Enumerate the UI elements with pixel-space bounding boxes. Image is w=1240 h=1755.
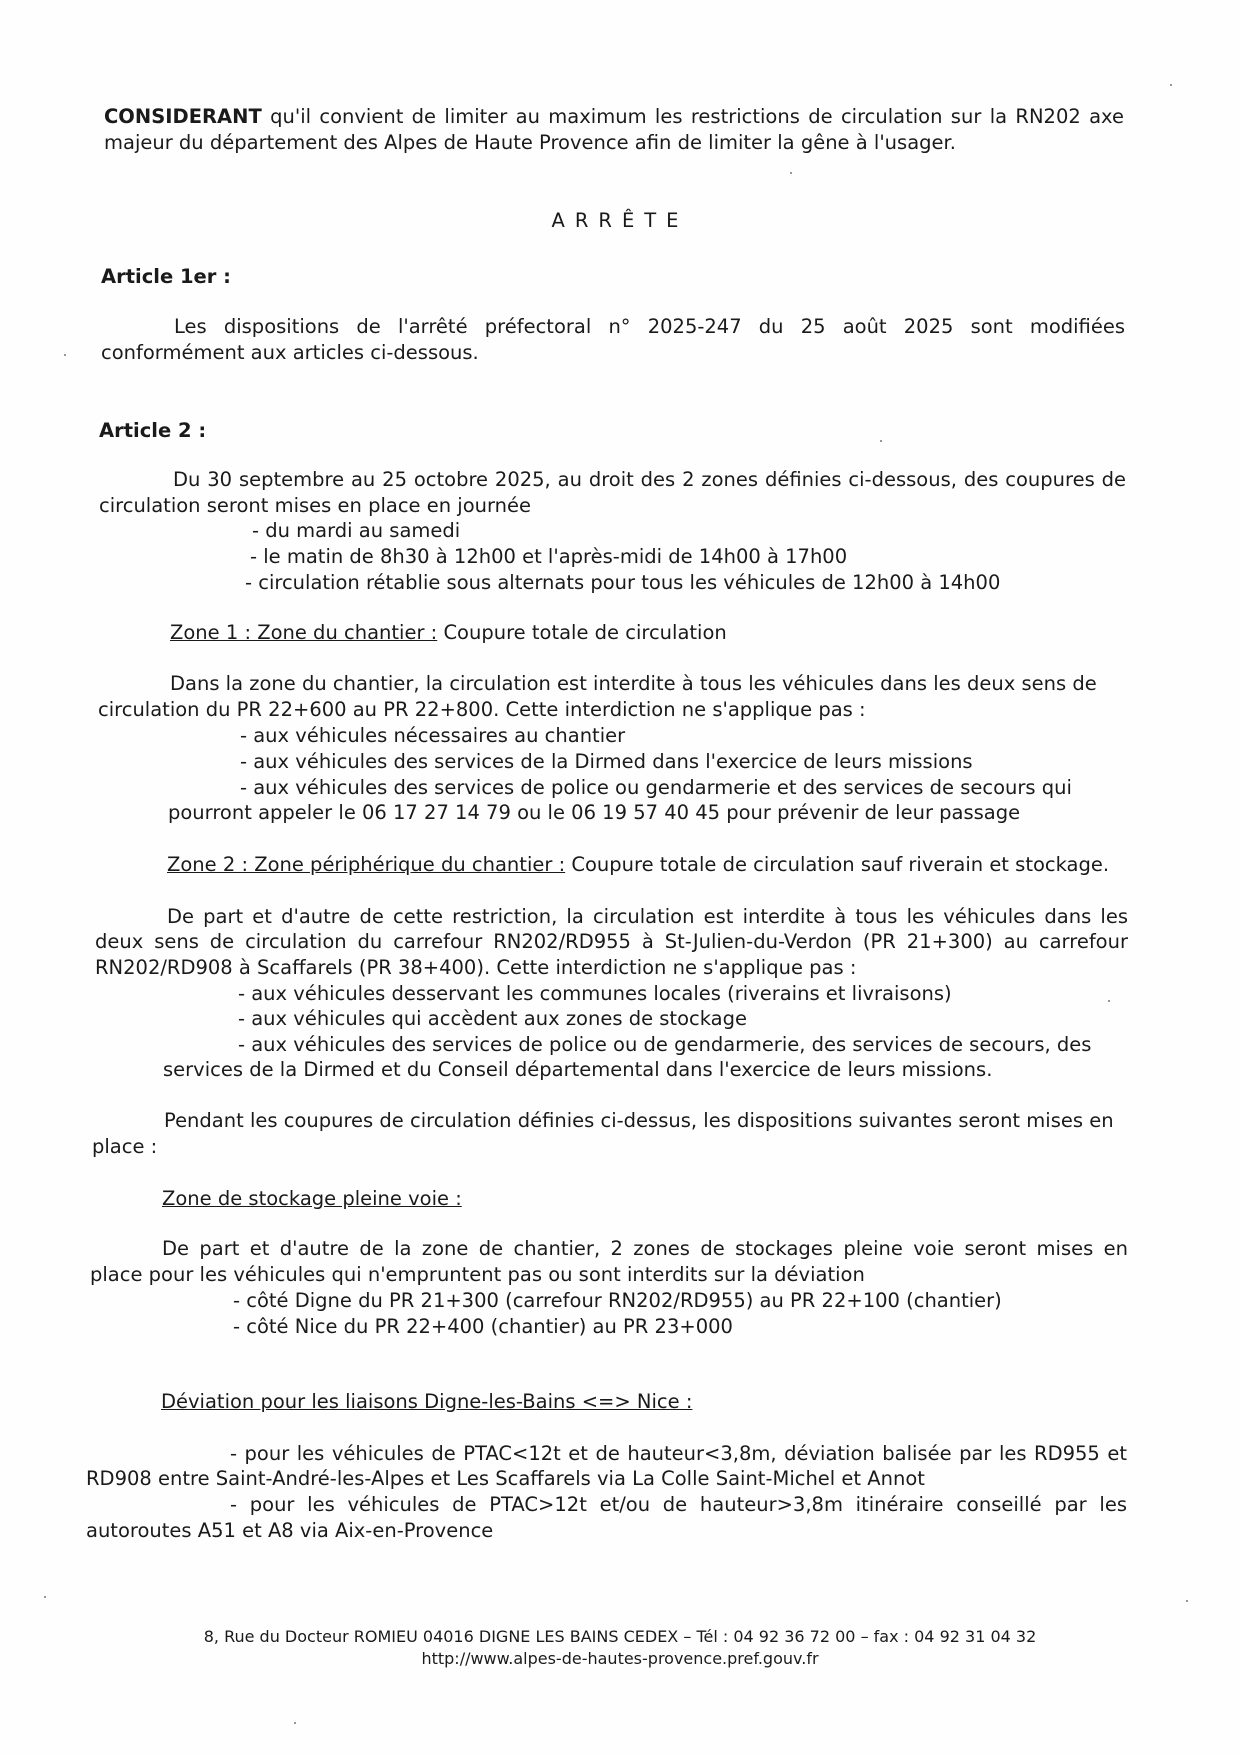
deviation-title: Déviation pour les liaisons Digne-les-Bains <=> Nice :: [161, 1390, 693, 1413]
scan-speck: [1170, 84, 1172, 86]
considerant-lead: CONSIDERANT: [104, 105, 262, 128]
deviation-item-1-line-1: - pour les véhicules de PTAC<12t et de hauteur<3,8m, déviation balisée par les RD955 et: [230, 1442, 1127, 1465]
article-1-line-2: conformément aux articles ci-dessous.: [101, 341, 479, 364]
scan-speck: [294, 1722, 296, 1724]
deviation-item-1-line-2: RD908 entre Saint-André-les-Alpes et Les Scaffarels via La Colle Saint-Michel et Annot: [86, 1467, 925, 1490]
schedule-item: - le matin de 8h30 à 12h00 et l'après-midi de 14h00 à 17h00: [250, 545, 848, 568]
zone-2-line-2: deux sens de circulation du carrefour RN202/RD955 à St-Julien-du-Verdon (PR 21+300) au carrefour: [95, 930, 1128, 953]
article-2-intro-line-1: Du 30 septembre au 25 octobre 2025, au droit des 2 zones définies ci-dessous, des coupures de: [173, 468, 1126, 491]
zone-1-item: - aux véhicules nécessaires au chantier: [240, 724, 626, 747]
zone-2-line-3: RN202/RD908 à Scaffarels (PR 38+400). Cette interdiction ne s'applique pas :: [95, 956, 857, 979]
stockage-item: - côté Digne du PR 21+300 (carrefour RN202/RD955) au PR 22+100 (chantier): [233, 1289, 1002, 1312]
zone-1-item: - aux véhicules des services de la Dirmed dans l'exercice de leurs missions: [240, 750, 973, 773]
scan-speck: [64, 354, 66, 356]
zone-2-item-cont: services de la Dirmed et du Conseil départemental dans l'exercice de leurs missions.: [163, 1058, 993, 1081]
scan-speck: [1108, 1000, 1110, 1002]
schedule-item: - du mardi au samedi: [252, 519, 461, 542]
scan-speck: [790, 172, 792, 174]
stockage-line-1: De part et d'autre de la zone de chantier, 2 zones de stockages pleine voie seront mises en: [162, 1237, 1128, 1260]
scan-speck: [880, 440, 882, 442]
zone-1-line-2: circulation du PR 22+600 au PR 22+800. Cette interdiction ne s'applique pas :: [98, 698, 866, 721]
zone-1-desc: Coupure totale de circulation: [443, 621, 727, 644]
considerant-line-1: CONSIDERANT qu'il convient de limiter au maximum les restrictions de circulation sur la RN202 axe: [104, 105, 1124, 128]
article-2-heading: Article 2 :: [99, 419, 207, 442]
scan-speck: [1186, 1600, 1188, 1602]
considerant-line-2: majeur du département des Alpes de Haute Provence afin de limiter la gêne à l'usager.: [104, 131, 956, 154]
zone-2-item: - aux véhicules des services de police ou de gendarmerie, des services de secours, des: [238, 1033, 1092, 1056]
zone-2-desc: Coupure totale de circulation sauf riverain et stockage.: [571, 853, 1110, 876]
zone-2-heading: [167, 852, 1109, 878]
article-1-heading: Article 1er :: [101, 265, 231, 288]
article-2-intro-line-2: circulation seront mises en place en journée: [99, 494, 532, 517]
stockage-title: Zone de stockage pleine voie :: [162, 1187, 462, 1210]
zone-1-line-1: Dans la zone du chantier, la circulation est interdite à tous les véhicules dans les deux sens de: [170, 672, 1097, 695]
zone-1-heading: [170, 620, 727, 646]
zone-2-item: - aux véhicules qui accèdent aux zones de stockage: [238, 1007, 747, 1030]
pendant-line-2: place :: [92, 1135, 158, 1158]
article-1-line-1: Les dispositions de l'arrêté préfectoral n° 2025-247 du 25 août 2025 sont modifiées: [174, 315, 1125, 338]
zone-1-item-cont: pourront appeler le 06 17 27 14 79 ou le 06 19 57 40 45 pour prévenir de leur passage: [168, 801, 1021, 824]
zone-2-title: Zone 2 : Zone périphérique du chantier :: [167, 853, 566, 876]
zone-1-item: - aux véhicules des services de police ou gendarmerie et des services de secours qui: [240, 776, 1072, 799]
footer-url: http://www.alpes-de-hautes-provence.pref.gouv.fr: [421, 1649, 819, 1668]
footer-address: 8, Rue du Docteur ROMIEU 04016 DIGNE LES BAINS CEDEX – Tél : 04 92 36 72 00 – fax : 04 92 31 04 32: [203, 1627, 1037, 1646]
decree-title: ARRÊTE: [551, 209, 689, 232]
zone-2-item: - aux véhicules desservant les communes locales (riverains et livraisons): [238, 982, 952, 1005]
stockage-item: - côté Nice du PR 22+400 (chantier) au PR 23+000: [233, 1315, 733, 1338]
scan-speck: [44, 1596, 46, 1598]
stockage-line-2: place pour les véhicules qui n'empruntent pas ou sont interdits sur la déviation: [90, 1263, 865, 1286]
zone-2-line-1: De part et d'autre de cette restriction, la circulation est interdite à tous les véhicules dans les: [167, 905, 1128, 928]
deviation-item-2-line-1: - pour les véhicules de PTAC>12t et/ou de hauteur>3,8m itinéraire conseillé par les: [230, 1493, 1127, 1516]
zone-1-title: Zone 1 : Zone du chantier :: [170, 621, 438, 644]
schedule-item: - circulation rétablie sous alternats pour tous les véhicules de 12h00 à 14h00: [245, 571, 1001, 594]
deviation-item-2-line-2: autoroutes A51 et A8 via Aix-en-Provence: [86, 1519, 494, 1542]
pendant-line-1: Pendant les coupures de circulation définies ci-dessus, les dispositions suivantes seront mises en: [164, 1109, 1114, 1132]
